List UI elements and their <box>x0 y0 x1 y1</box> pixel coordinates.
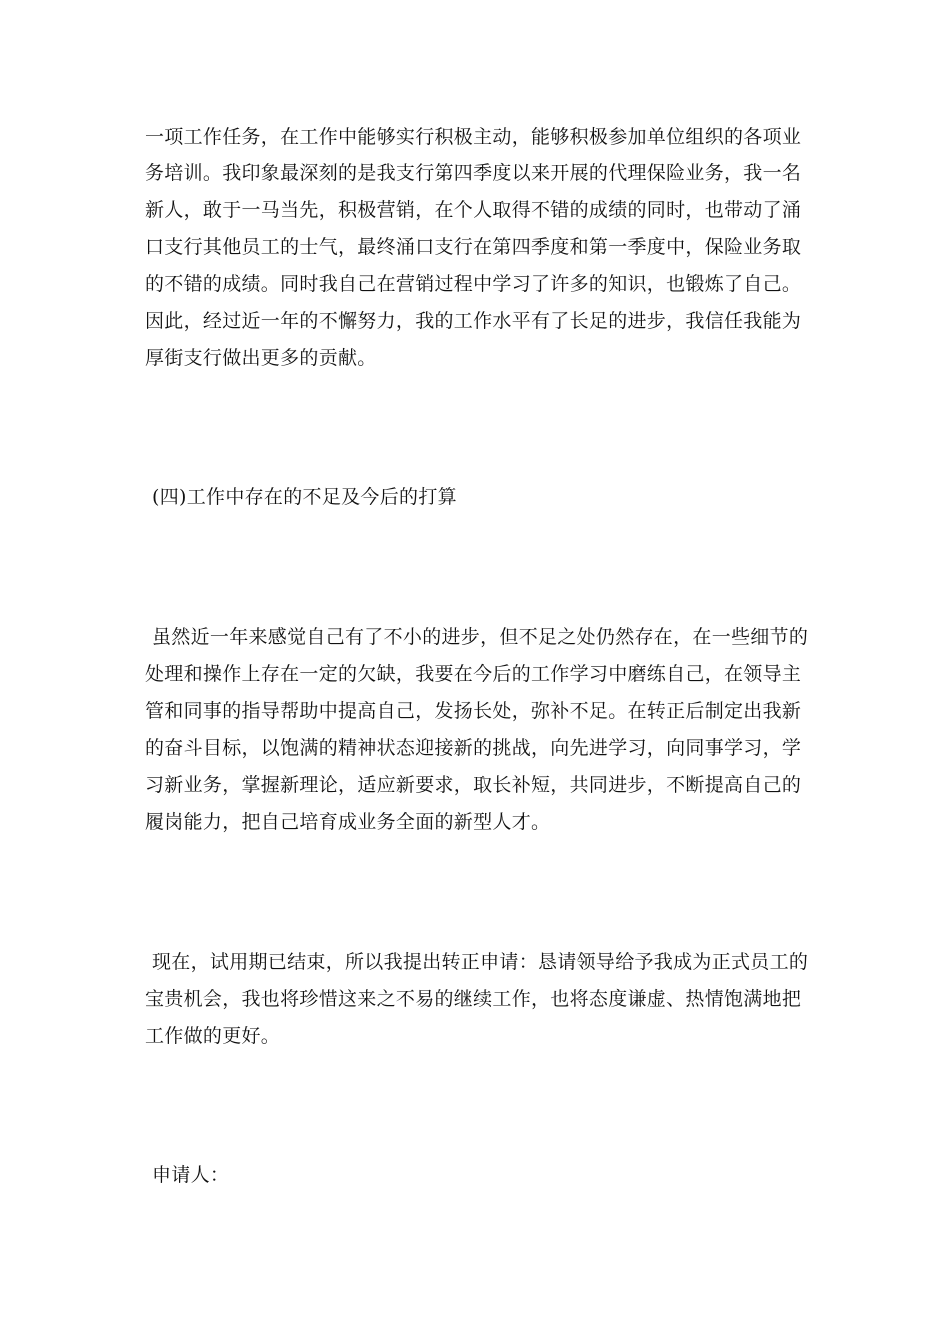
text-line: 新人，敢于一马当先，积极营销，在个人取得不错的成绩的同时，也带动了涌 <box>145 199 802 221</box>
text-line: 习新业务，掌握新理论，适应新要求，取长补短，共同进步，不断提高自己的 <box>145 774 802 796</box>
text-line: 处理和操作上存在一定的欠缺，我要在今后的工作学习中磨练自己，在领导主 <box>145 663 802 685</box>
section-heading: (四)工作中存在的不足及今后的打算 <box>152 486 457 508</box>
text-line: 一项工作任务，在工作中能够实行积极主动，能够积极参加单位组织的各项业 <box>145 126 802 148</box>
text-line: 因此，经过近一年的不懈努力，我的工作水平有了长足的进步，我信任我能为 <box>145 310 802 332</box>
text-line: 履岗能力，把自己培育成业务全面的新型人才。 <box>145 811 551 833</box>
text-line: 务培训。我印象最深刻的是我支行第四季度以来开展的代理保险业务，我一名 <box>145 162 802 184</box>
text-line: 现在，试用期已结束，所以我提出转正申请：恳请领导给予我成为正式员工的 <box>152 951 809 973</box>
text-line: 宝贵机会，我也将珍惜这来之不易的继续工作，也将态度谦虚、热情饱满地把 <box>145 988 802 1010</box>
text-line: 管和同事的指导帮助中提高自己，发扬长处，弥补不足。在转正后制定出我新 <box>145 700 802 722</box>
text-line: 的不错的成绩。同时我自己在营销过程中学习了许多的知识，也锻炼了自己。 <box>145 273 802 295</box>
text-line: 虽然近一年来感觉自己有了不小的进步，但不足之处仍然存在，在一些细节的 <box>152 626 809 648</box>
text-line: 口支行其他员工的士气，最终涌口支行在第四季度和第一季度中，保险业务取 <box>145 236 802 258</box>
signature-label: 申请人： <box>152 1164 230 1186</box>
text-line: 厚街支行做出更多的贡献。 <box>145 347 377 369</box>
text-line: 的奋斗目标，以饱满的精神状态迎接新的挑战，向先进学习，向同事学习，学 <box>145 737 802 759</box>
text-line: 工作做的更好。 <box>145 1025 281 1047</box>
